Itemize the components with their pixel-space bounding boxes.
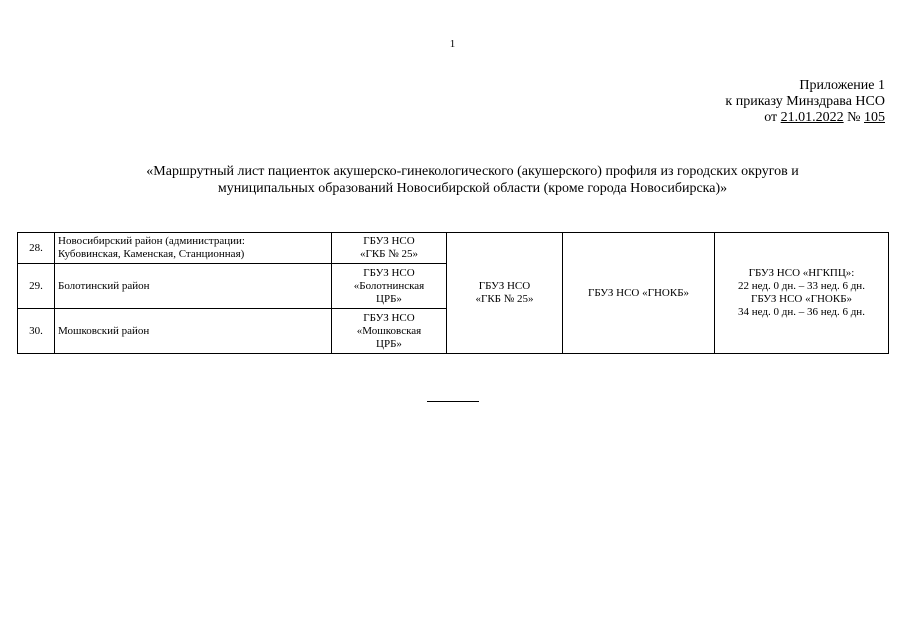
appendix-title: Приложение 1 [799,78,885,93]
hospital-line: ЦРБ» [376,292,402,305]
first-level-hospital-cell [332,264,447,309]
perinatal-line-4: 34 нед. 0 дн. – 36 нед. 6 дн. [738,306,865,318]
district-name-line-2: Кубовинская, Каменская, Станционная) [58,248,245,260]
appendix-date-prefix: от [764,110,778,125]
appendix-date: 21.01.2022 [780,110,844,125]
hospital-line: «ГКБ № 25» [359,248,418,260]
perinatal-line-3: ГБУЗ НСО «ГНОКБ» [750,293,853,305]
appendix-header [725,78,885,126]
page-number: 1 [449,38,456,50]
hospital-line: «Мошковская [356,324,422,337]
hospital-line: ГБУЗ НСО [363,266,415,279]
hospital-line: ЦРБ» [376,337,402,350]
hospital-line: ГБУЗ НСО [363,311,415,324]
first-level-hospital-cell [332,309,447,354]
row-number: 30. [18,309,55,354]
district-name-line-1: Новосибирский район (администрации: [58,235,245,247]
appendix-number: 105 [864,110,885,125]
perinatal-routing-cell [715,233,889,354]
row-number: 28. [18,233,55,264]
second-level-line-2: «ГКБ № 25» [475,293,534,305]
hospital-line: ГБУЗ НСО [363,235,415,247]
second-level-line-1: ГБУЗ НСО [478,280,531,292]
first-level-hospital-cell [332,233,447,264]
appendix-date-line [725,110,885,126]
document-title [90,163,855,197]
second-level-hospital-cell [447,233,563,354]
appendix-order: к приказу Минздрава НСО [725,94,885,109]
end-separator-line [427,401,479,402]
table-row [18,233,889,264]
perinatal-line-2: 22 нед. 0 дн. – 33 нед. 6 дн. [738,280,865,292]
appendix-number-sign: № [847,110,861,125]
district-cell: Болотинский район [55,264,332,309]
document-title-line-2: муниципальных образований Новосибирской области (кроме города Новосибирска)» [217,181,728,196]
third-level-text: ГБУЗ НСО «ГНОКБ» [587,286,690,299]
district-cell: Мошковский район [55,309,332,354]
hospital-line: «Болотнинская [353,279,425,292]
row-number: 29. [18,264,55,309]
route-table [17,232,889,354]
document-title-line-1: «Маршрутный лист пациенток акушерско-гинекологического (акушерского) профиля из городских округов и [146,164,799,179]
perinatal-line-1: ГБУЗ НСО «НГКПЦ»: [748,267,855,279]
district-cell [55,233,332,264]
third-level-hospital-cell [563,233,715,354]
